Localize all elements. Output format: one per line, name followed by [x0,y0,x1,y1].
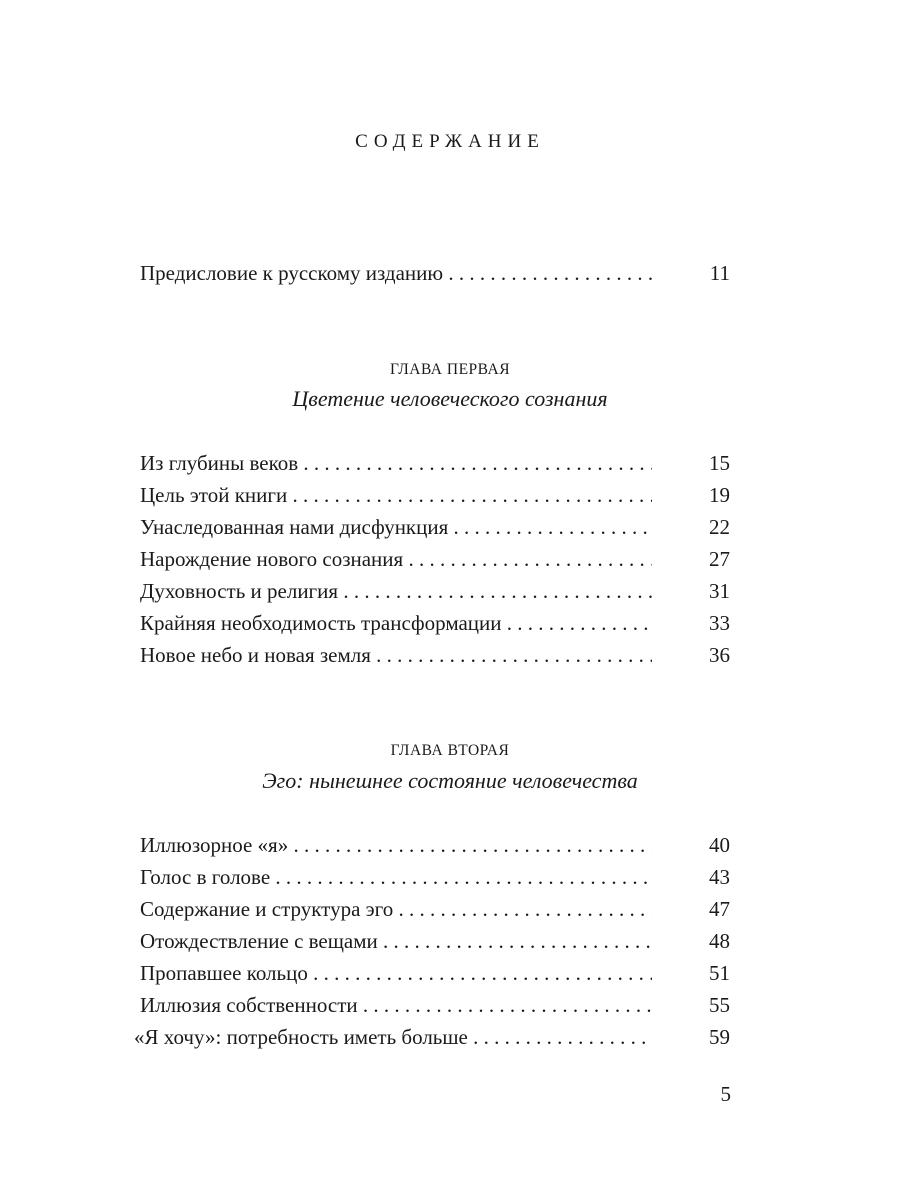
toc-entry-page: 15 [709,451,730,475]
toc-entry-label: Иллюзия собственности . . . [140,990,652,1020]
toc-entry-page: 51 [709,961,730,985]
toc-entry [140,958,730,988]
toc-entry [140,990,730,1020]
toc-entry-label: Отождествление с вещами . . . [140,926,652,956]
toc-entry [140,640,730,670]
toc-entry-label: Цель этой книги . . . [140,480,652,510]
toc-entry-label: Новое небо и новая земля . . . [140,640,652,670]
toc-entry-page: 33 [709,611,730,635]
toc-entry-label: Иллюзорное «я» . . . [140,830,652,860]
toc-entry-label: «Я хочу»: потребность иметь больше . . . [134,1022,646,1052]
chapter-2-label: ГЛАВА ВТОРАЯ [390,742,510,759]
toc-entry-label: Из глубины веков . . . [140,448,652,478]
toc-entry-page: 55 [709,993,730,1017]
toc-entry-page: 43 [709,865,730,889]
toc-entry [140,894,730,924]
toc-entry [140,448,730,478]
toc-entry-page: 36 [709,643,730,667]
toc-entry-label: Голос в голове . . . [140,862,652,892]
page-title: СОДЕРЖАНИЕ [355,131,545,152]
toc-entry-page: 19 [709,483,730,507]
toc-entry [140,576,730,606]
toc-entry-page: 47 [709,897,730,921]
toc-entry [140,480,730,510]
toc-entry [140,608,730,638]
chapter-1-title: Цветение человеческого сознания [292,386,608,411]
toc-entry [140,862,730,892]
toc-entry-label: Предисловие к русскому изданию . . . [140,258,652,288]
toc-entry-page: 48 [709,929,730,953]
toc-entry [140,512,730,542]
toc-entry-page: 27 [709,547,730,571]
chapter-2-title: Эго: нынешнее состояние человечества [262,768,638,793]
toc-entry-label: Нарождение нового сознания . . . [140,544,652,574]
toc-entry-page: 11 [709,261,730,285]
toc-entry [134,1022,730,1052]
toc-entry-page: 22 [709,515,730,539]
toc-entry-page: 40 [709,833,730,857]
toc-entry-label: Крайняя необходимость трансформации . . . [140,608,652,638]
toc-entry [140,830,730,860]
toc-entry-page: 31 [709,579,730,603]
page-number: 5 [720,1082,731,1106]
toc-entry-label: Пропавшее кольцо . . . [140,958,652,988]
toc-entry-label: Содержание и структура эго . . . [140,894,652,924]
toc-entry-page: 59 [709,1025,730,1049]
toc-entry [140,544,730,574]
toc-entry-label: Унаследованная нами дисфункция . . . [140,512,652,542]
toc-entry-label: Духовность и религия . . . [140,576,652,606]
toc-entry [140,926,730,956]
toc-entry-preface [140,258,730,288]
chapter-1-label: ГЛАВА ПЕРВАЯ [389,361,511,378]
